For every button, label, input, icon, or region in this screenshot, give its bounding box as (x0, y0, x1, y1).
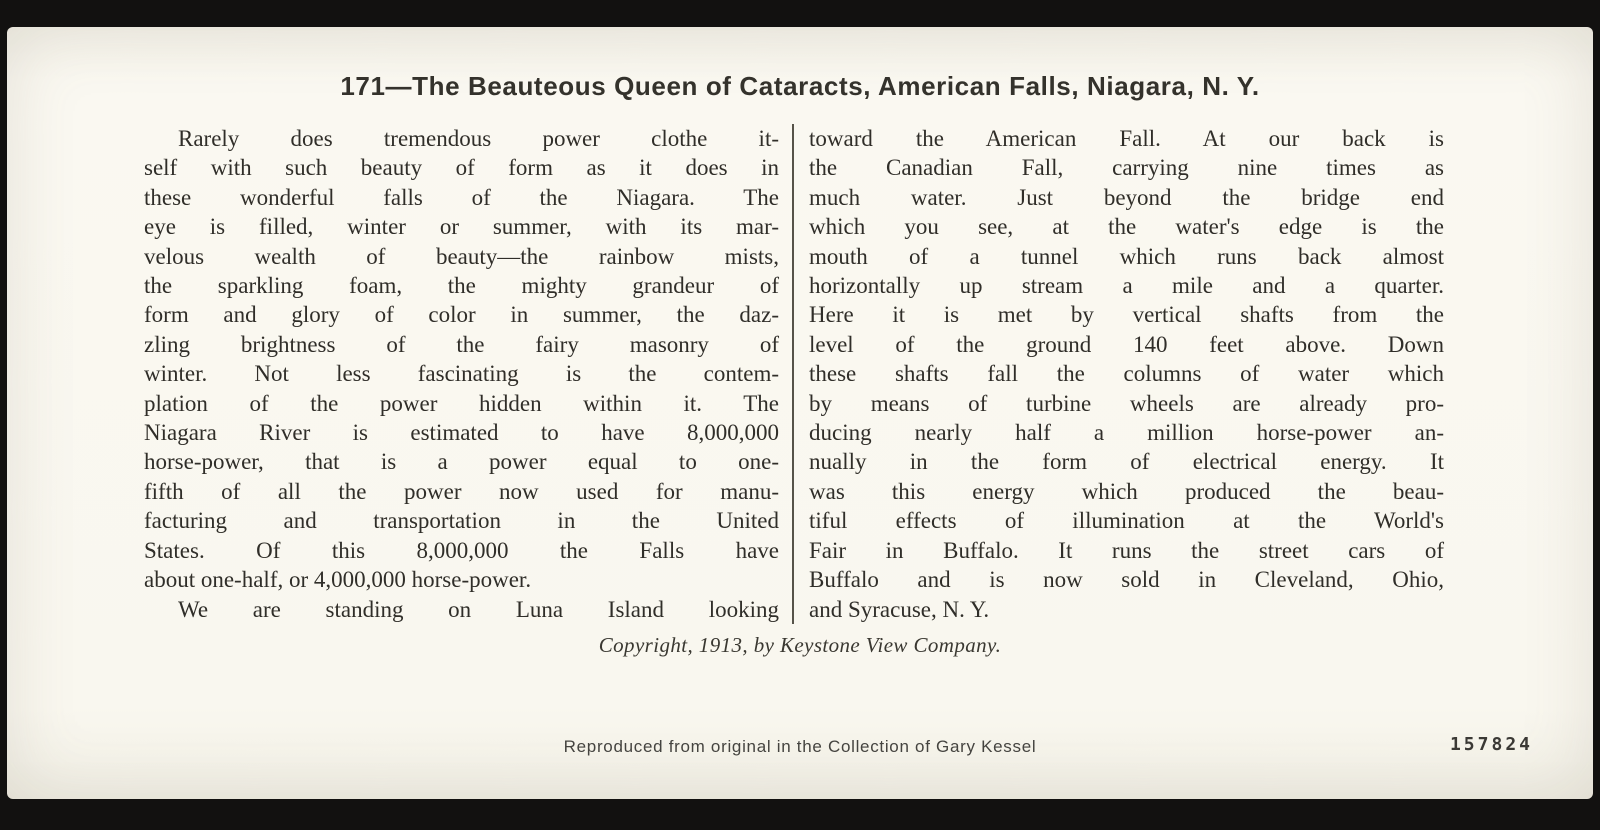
text-column-left (144, 124, 794, 624)
text-line: self with such beauty of form as it does in (144, 155, 779, 181)
text-line: States. Of this 8,000,000 the Falls have (144, 537, 779, 563)
reproduction-credit: Reproduced from original in the Collection of Gary Kessel (563, 737, 1037, 756)
text-line: velous wealth of beauty—the rainbow mists, (144, 243, 779, 269)
text-line: tiful effects of illumination at the World's (809, 508, 1444, 534)
text-line: zling brightness of the fairy masonry of (144, 331, 779, 357)
text-line: mouth of a tunnel which runs back almost (809, 243, 1444, 269)
text-line: plation of the power hidden within it. The (144, 390, 779, 416)
text-line: Fair in Buffalo. It runs the street cars of (809, 537, 1444, 563)
text-line: the sparkling foam, the mighty grandeur of (144, 273, 779, 299)
text-line: winter. Not less fascinating is the contem- (144, 361, 779, 387)
text-line: horse-power, that is a power equal to one- (144, 449, 779, 475)
text-line: these wonderful falls of the Niagara. The (144, 184, 779, 210)
text-line: Niagara River is estimated to have 8,000,000 (144, 420, 779, 446)
text-line: Here it is met by vertical shafts from the (809, 302, 1444, 328)
text-line: fifth of all the power now used for manu- (144, 478, 779, 504)
text-line: ducing nearly half a million horse-power an- (809, 420, 1444, 446)
text-columns (144, 124, 1456, 624)
text-line: nually in the form of electrical energy. It (809, 449, 1444, 475)
text-line: was this energy which produced the beau- (809, 478, 1444, 504)
text-line: and Syracuse, N. Y. (809, 596, 990, 622)
text-line: about one-half, or 4,000,000 horse-power. (144, 567, 532, 593)
text-line: facturing and transportation in the United (144, 508, 779, 534)
text-line: much water. Just beyond the bridge end (809, 184, 1444, 210)
text-line: the Canadian Fall, carrying nine times as (809, 155, 1444, 181)
text-line: Rarely does tremendous power clothe it- (178, 126, 779, 151)
text-line: these shafts fall the columns of water which (809, 361, 1444, 387)
text-line: level of the ground 140 feet above. Down (809, 331, 1444, 357)
text-line: eye is filled, winter or summer, with its mar- (144, 214, 779, 240)
text-line: by means of turbine wheels are already pro- (809, 390, 1444, 416)
text-line: horizontally up stream a mile and a quarter. (809, 273, 1444, 299)
text-line: We are standing on Luna Island looking (178, 596, 779, 622)
postcard-back (7, 27, 1593, 799)
copyright-line: Copyright, 1913, by Keystone View Company. (598, 632, 1002, 657)
text-line: Buffalo and is now sold in Cleveland, Ohio, (809, 567, 1444, 593)
text-line: toward the American Fall. At our back is (809, 126, 1444, 151)
text-line: form and glory of color in summer, the daz- (144, 302, 779, 328)
text-column-right (794, 124, 1444, 624)
serial-number: 157824 (1449, 734, 1533, 755)
card-title: 171—The Beauteous Queen of Cataracts, American Falls, Niagara, N. Y. (340, 71, 1260, 101)
text-line: which you see, at the water's edge is the (809, 214, 1444, 240)
